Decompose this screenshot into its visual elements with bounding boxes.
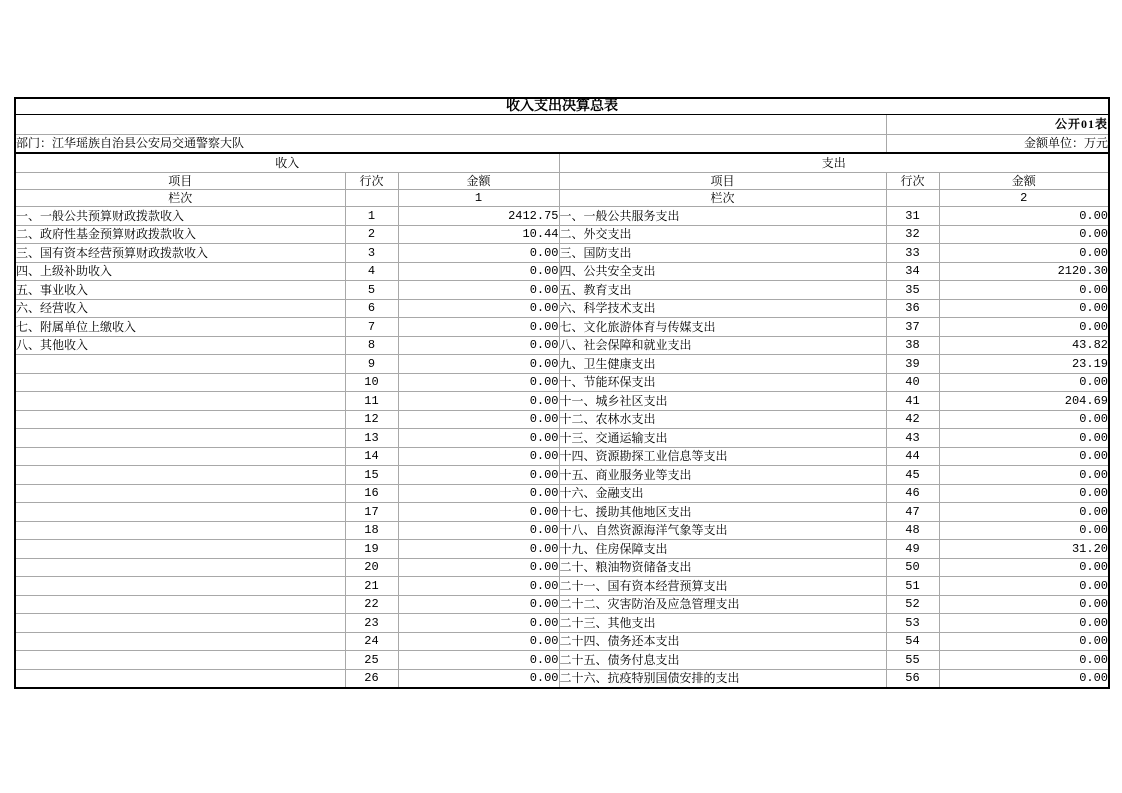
expense-amount-cell: 0.00 <box>939 503 1109 522</box>
expense-index-label: 栏次 <box>559 190 886 207</box>
income-line-cell: 16 <box>345 484 398 503</box>
income-amount-cell: 0.00 <box>398 484 559 503</box>
final-accounts-table <box>14 97 1110 689</box>
department-row <box>15 135 1109 154</box>
income-item-cell <box>15 669 345 688</box>
income-line-cell: 20 <box>345 558 398 577</box>
income-line-cell: 13 <box>345 429 398 448</box>
income-line-cell: 23 <box>345 614 398 633</box>
expense-amount-cell: 0.00 <box>939 558 1109 577</box>
expense-amount-cell: 204.69 <box>939 392 1109 411</box>
expense-line-cell: 51 <box>886 577 939 596</box>
expense-item-cell: 十七、援助其他地区支出 <box>559 503 886 522</box>
income-line-cell: 1 <box>345 207 398 226</box>
expense-line-no-header: 行次 <box>886 173 939 190</box>
income-item-cell <box>15 355 345 374</box>
income-amount-cell: 0.00 <box>398 632 559 651</box>
expense-line-cell: 54 <box>886 632 939 651</box>
income-line-cell: 3 <box>345 244 398 263</box>
expense-item-cell: 五、教育支出 <box>559 281 886 300</box>
income-amount-header: 金额 <box>398 173 559 190</box>
income-item-cell <box>15 577 345 596</box>
table-row <box>15 466 1109 485</box>
income-amount-cell: 0.00 <box>398 299 559 318</box>
income-line-cell: 12 <box>345 410 398 429</box>
income-item-header: 项目 <box>15 173 345 190</box>
income-line-cell: 5 <box>345 281 398 300</box>
expense-line-cell: 44 <box>886 447 939 466</box>
income-item-cell <box>15 429 345 448</box>
expense-item-cell: 十八、自然资源海洋气象等支出 <box>559 521 886 540</box>
expense-line-cell: 32 <box>886 225 939 244</box>
expense-item-cell: 十四、资源勘探工业信息等支出 <box>559 447 886 466</box>
income-item-cell <box>15 373 345 392</box>
expense-line-cell: 46 <box>886 484 939 503</box>
income-item-cell: 六、经营收入 <box>15 299 345 318</box>
income-amount-cell: 0.00 <box>398 355 559 374</box>
table-row <box>15 355 1109 374</box>
expense-line-cell: 48 <box>886 521 939 540</box>
expense-line-cell: 55 <box>886 651 939 670</box>
income-amount-cell: 0.00 <box>398 669 559 688</box>
expense-line-cell: 31 <box>886 207 939 226</box>
income-column-number: 1 <box>398 190 559 207</box>
expense-amount-cell: 0.00 <box>939 207 1109 226</box>
income-item-cell <box>15 632 345 651</box>
income-amount-cell: 0.00 <box>398 410 559 429</box>
table-body <box>15 207 1109 689</box>
income-line-cell: 7 <box>345 318 398 337</box>
department-label: 部门：江华瑶族自治县公安局交通警察大队 <box>15 135 886 154</box>
unit-note-label: 金额单位：万元 <box>886 135 1109 154</box>
income-section-header: 收入 <box>15 153 559 173</box>
expense-item-cell: 七、文化旅游体育与传媒支出 <box>559 318 886 337</box>
income-line-no-header: 行次 <box>345 173 398 190</box>
expense-amount-cell: 0.00 <box>939 281 1109 300</box>
table-row <box>15 669 1109 688</box>
expense-line-cell: 37 <box>886 318 939 337</box>
income-amount-cell: 10.44 <box>398 225 559 244</box>
expense-line-cell: 38 <box>886 336 939 355</box>
expense-line-cell: 36 <box>886 299 939 318</box>
section-header-row <box>15 153 1109 173</box>
table-row <box>15 429 1109 448</box>
income-amount-cell: 0.00 <box>398 521 559 540</box>
expense-amount-cell: 43.82 <box>939 336 1109 355</box>
income-line-cell: 26 <box>345 669 398 688</box>
income-amount-cell: 0.00 <box>398 447 559 466</box>
expense-item-cell: 一、一般公共服务支出 <box>559 207 886 226</box>
expense-item-cell: 二、外交支出 <box>559 225 886 244</box>
expense-amount-cell: 0.00 <box>939 466 1109 485</box>
table-row <box>15 373 1109 392</box>
expense-item-cell: 二十五、债务付息支出 <box>559 651 886 670</box>
income-line-cell: 2 <box>345 225 398 244</box>
table-row <box>15 244 1109 263</box>
income-index-label: 栏次 <box>15 190 345 207</box>
expense-item-cell: 十、节能环保支出 <box>559 373 886 392</box>
expense-section-header: 支出 <box>559 153 1109 173</box>
income-amount-cell: 0.00 <box>398 318 559 337</box>
income-line-cell: 24 <box>345 632 398 651</box>
expense-line-cell: 42 <box>886 410 939 429</box>
expense-amount-cell: 0.00 <box>939 410 1109 429</box>
income-line-cell: 25 <box>345 651 398 670</box>
table-row <box>15 595 1109 614</box>
table-row <box>15 318 1109 337</box>
expense-amount-cell: 0.00 <box>939 632 1109 651</box>
income-line-cell: 19 <box>345 540 398 559</box>
income-item-cell <box>15 503 345 522</box>
title-row <box>15 98 1109 115</box>
expense-line-cell: 41 <box>886 392 939 411</box>
expense-amount-cell: 0.00 <box>939 651 1109 670</box>
income-item-cell <box>15 558 345 577</box>
expense-line-cell: 40 <box>886 373 939 392</box>
income-item-cell <box>15 521 345 540</box>
income-line-cell: 4 <box>345 262 398 281</box>
expense-amount-cell: 0.00 <box>939 614 1109 633</box>
expense-line-cell: 43 <box>886 429 939 448</box>
income-item-cell: 一、一般公共预算财政拨款收入 <box>15 207 345 226</box>
expense-item-cell: 九、卫生健康支出 <box>559 355 886 374</box>
income-index-spacer <box>345 190 398 207</box>
table-row <box>15 484 1109 503</box>
income-line-cell: 18 <box>345 521 398 540</box>
income-item-cell <box>15 484 345 503</box>
expense-line-cell: 49 <box>886 540 939 559</box>
income-item-cell <box>15 392 345 411</box>
income-item-cell <box>15 447 345 466</box>
expense-item-cell: 十五、商业服务业等支出 <box>559 466 886 485</box>
expense-amount-cell: 31.20 <box>939 540 1109 559</box>
expense-amount-cell: 0.00 <box>939 318 1109 337</box>
expense-item-header: 项目 <box>559 173 886 190</box>
table-row <box>15 281 1109 300</box>
expense-amount-cell: 0.00 <box>939 669 1109 688</box>
income-line-cell: 17 <box>345 503 398 522</box>
income-line-cell: 6 <box>345 299 398 318</box>
table-row <box>15 651 1109 670</box>
expense-item-cell: 十一、城乡社区支出 <box>559 392 886 411</box>
expense-item-cell: 十二、农林水支出 <box>559 410 886 429</box>
expense-item-cell: 六、科学技术支出 <box>559 299 886 318</box>
expense-line-cell: 50 <box>886 558 939 577</box>
table-row <box>15 392 1109 411</box>
expense-line-cell: 39 <box>886 355 939 374</box>
table-row <box>15 447 1109 466</box>
expense-amount-cell: 0.00 <box>939 299 1109 318</box>
income-amount-cell: 0.00 <box>398 244 559 263</box>
table-row <box>15 540 1109 559</box>
income-line-cell: 9 <box>345 355 398 374</box>
income-amount-cell: 0.00 <box>398 373 559 392</box>
expense-line-cell: 56 <box>886 669 939 688</box>
form-code-row <box>15 115 1109 135</box>
table-row <box>15 410 1109 429</box>
table-row <box>15 558 1109 577</box>
income-item-cell <box>15 595 345 614</box>
income-amount-cell: 0.00 <box>398 503 559 522</box>
expense-item-cell: 三、国防支出 <box>559 244 886 263</box>
expense-amount-cell: 0.00 <box>939 244 1109 263</box>
income-line-cell: 22 <box>345 595 398 614</box>
expense-amount-cell: 0.00 <box>939 447 1109 466</box>
table-row <box>15 503 1109 522</box>
income-item-cell <box>15 410 345 429</box>
expense-item-cell: 二十、粮油物资储备支出 <box>559 558 886 577</box>
income-item-cell: 四、上级补助收入 <box>15 262 345 281</box>
table-row <box>15 614 1109 633</box>
expense-amount-cell: 0.00 <box>939 429 1109 448</box>
income-item-cell: 五、事业收入 <box>15 281 345 300</box>
income-amount-cell: 0.00 <box>398 281 559 300</box>
expense-amount-cell: 0.00 <box>939 577 1109 596</box>
income-line-cell: 11 <box>345 392 398 411</box>
income-amount-cell: 0.00 <box>398 595 559 614</box>
expense-index-spacer <box>886 190 939 207</box>
expense-item-cell: 四、公共安全支出 <box>559 262 886 281</box>
expense-amount-header: 金额 <box>939 173 1109 190</box>
expense-item-cell: 八、社会保障和就业支出 <box>559 336 886 355</box>
income-amount-cell: 0.00 <box>398 336 559 355</box>
expense-line-cell: 47 <box>886 503 939 522</box>
income-line-cell: 14 <box>345 447 398 466</box>
expense-item-cell: 十三、交通运输支出 <box>559 429 886 448</box>
expense-line-cell: 53 <box>886 614 939 633</box>
income-item-cell <box>15 540 345 559</box>
income-amount-cell: 0.00 <box>398 614 559 633</box>
income-item-cell <box>15 651 345 670</box>
income-line-cell: 21 <box>345 577 398 596</box>
income-line-cell: 8 <box>345 336 398 355</box>
income-item-cell: 七、附属单位上缴收入 <box>15 318 345 337</box>
expense-amount-cell: 0.00 <box>939 595 1109 614</box>
table-row <box>15 632 1109 651</box>
page-title: 收入支出决算总表 <box>15 98 1109 115</box>
expense-amount-cell: 0.00 <box>939 225 1109 244</box>
income-amount-cell: 0.00 <box>398 466 559 485</box>
expense-amount-cell: 23.19 <box>939 355 1109 374</box>
income-amount-cell: 0.00 <box>398 429 559 448</box>
expense-line-cell: 45 <box>886 466 939 485</box>
expense-amount-cell: 0.00 <box>939 373 1109 392</box>
column-index-row <box>15 190 1109 207</box>
expense-item-cell: 二十六、抗疫特别国债安排的支出 <box>559 669 886 688</box>
table-row <box>15 577 1109 596</box>
income-amount-cell: 0.00 <box>398 262 559 281</box>
expense-amount-cell: 2120.30 <box>939 262 1109 281</box>
expense-column-number: 2 <box>939 190 1109 207</box>
income-amount-cell: 0.00 <box>398 540 559 559</box>
expense-line-cell: 35 <box>886 281 939 300</box>
income-line-cell: 15 <box>345 466 398 485</box>
table-row <box>15 207 1109 226</box>
income-item-cell: 八、其他收入 <box>15 336 345 355</box>
expense-item-cell: 二十二、灾害防治及应急管理支出 <box>559 595 886 614</box>
table-row <box>15 521 1109 540</box>
expense-amount-cell: 0.00 <box>939 521 1109 540</box>
table-row <box>15 299 1109 318</box>
income-amount-cell: 2412.75 <box>398 207 559 226</box>
income-item-cell <box>15 614 345 633</box>
income-amount-cell: 0.00 <box>398 651 559 670</box>
expense-line-cell: 33 <box>886 244 939 263</box>
expense-item-cell: 十六、金融支出 <box>559 484 886 503</box>
income-amount-cell: 0.00 <box>398 558 559 577</box>
expense-line-cell: 34 <box>886 262 939 281</box>
expense-amount-cell: 0.00 <box>939 484 1109 503</box>
income-line-cell: 10 <box>345 373 398 392</box>
expense-line-cell: 52 <box>886 595 939 614</box>
table-row <box>15 262 1109 281</box>
income-item-cell: 三、国有资本经营预算财政拨款收入 <box>15 244 345 263</box>
income-item-cell: 二、政府性基金预算财政拨款收入 <box>15 225 345 244</box>
income-amount-cell: 0.00 <box>398 392 559 411</box>
expense-item-cell: 二十四、债务还本支出 <box>559 632 886 651</box>
income-amount-cell: 0.00 <box>398 577 559 596</box>
form-code-spacer <box>15 115 886 135</box>
expense-item-cell: 二十一、国有资本经营预算支出 <box>559 577 886 596</box>
expense-item-cell: 十九、住房保障支出 <box>559 540 886 559</box>
column-header-row <box>15 173 1109 190</box>
form-code-label: 公开01表 <box>886 115 1109 135</box>
table-row <box>15 225 1109 244</box>
expense-item-cell: 二十三、其他支出 <box>559 614 886 633</box>
table-row <box>15 336 1109 355</box>
income-item-cell <box>15 466 345 485</box>
